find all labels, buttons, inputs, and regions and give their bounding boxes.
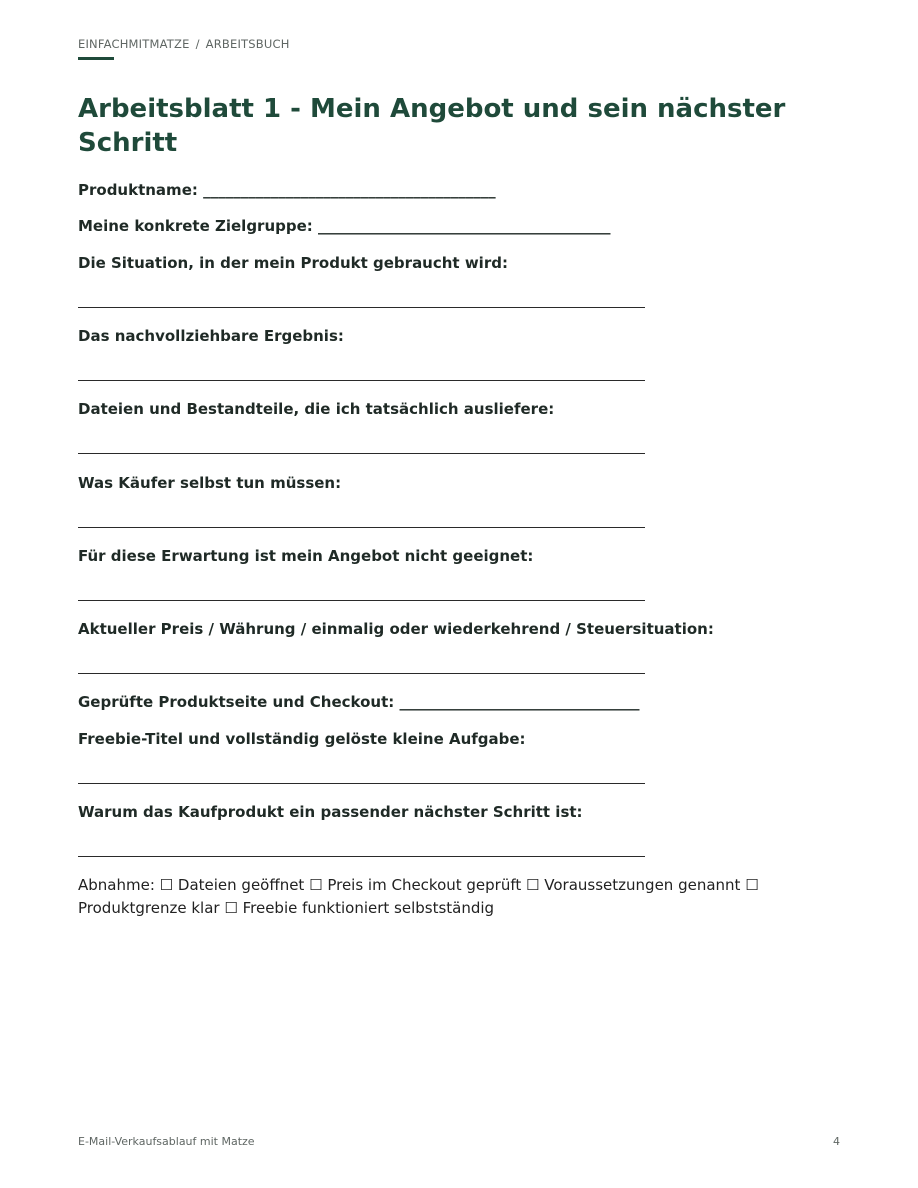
field-produktname — [78, 180, 496, 200]
breadcrumb — [78, 37, 290, 51]
page-number: 4 — [833, 1135, 840, 1148]
checklist-item-label: Voraussetzungen genannt — [544, 876, 741, 894]
acceptance-checklist — [78, 874, 838, 920]
field-dateien-label: Dateien und Bestandteile, die ich tatsächlich ausliefere: — [78, 400, 555, 418]
field-freebie-label: Freebie-Titel und vollständig gelöste kleine Aufgabe: — [78, 730, 526, 748]
field-label: Geprüfte Produktseite und Checkout: — [78, 693, 395, 711]
answer-line-warum[interactable] — [78, 856, 645, 857]
checklist-item-label: Dateien geöffnet — [177, 876, 305, 894]
breadcrumb-item-brand: EINFACHMITMATZE — [78, 37, 190, 51]
checklist-item[interactable] — [224, 899, 494, 917]
checkbox-icon[interactable]: ☐ — [159, 876, 174, 894]
field-erwartung-label: Für diese Erwartung ist mein Angebot nicht geeignet: — [78, 547, 534, 565]
acceptance-label: Abnahme: — [78, 876, 155, 894]
field-situation-label: Die Situation, in der mein Produkt gebraucht wird: — [78, 254, 508, 272]
answer-line-dateien[interactable] — [78, 453, 645, 454]
accent-rule — [78, 57, 114, 60]
answer-line-ergebnis[interactable] — [78, 380, 645, 381]
checklist-item[interactable] — [309, 876, 521, 894]
field-produktseite — [78, 692, 640, 712]
page-title: Arbeitsblatt 1 - Mein Angebot und sein nächster Schritt — [78, 94, 786, 158]
checklist-item[interactable] — [160, 876, 305, 894]
answer-line-kaeufer[interactable] — [78, 527, 645, 528]
field-warum-label: Warum das Kaufprodukt ein passender nächster Schritt ist: — [78, 803, 583, 821]
checklist-item-label: Preis im Checkout geprüft — [327, 876, 522, 894]
checklist-item[interactable] — [526, 876, 740, 894]
checkbox-icon[interactable]: ☐ — [309, 876, 323, 894]
breadcrumb-item-section: ARBEITSBUCH — [205, 37, 290, 51]
checklist-item-label: Freebie funktioniert selbstständig — [242, 899, 495, 917]
fill-in-blank[interactable]: _______________________________________ — [203, 181, 496, 199]
answer-line-freebie[interactable] — [78, 783, 645, 784]
fill-in-blank[interactable]: _______________________________________ — [318, 217, 611, 235]
field-preis-label: Aktueller Preis / Währung / einmalig oder wiederkehrend / Steuersituation: — [78, 620, 714, 638]
field-ergebnis-label: Das nachvollziehbare Ergebnis: — [78, 327, 344, 345]
field-label: Produktname: — [78, 181, 198, 199]
answer-line-situation[interactable] — [78, 307, 645, 308]
footer-title: E-Mail-Verkaufsablauf mit Matze — [78, 1135, 255, 1148]
checkbox-icon[interactable]: ☐ — [745, 876, 759, 894]
checklist-item-label: Produktgrenze klar — [78, 899, 220, 917]
answer-line-erwartung[interactable] — [78, 600, 645, 601]
checkbox-icon[interactable]: ☐ — [224, 899, 238, 917]
checkbox-icon[interactable]: ☐ — [526, 876, 540, 894]
answer-line-preis[interactable] — [78, 673, 645, 674]
field-zielgruppe — [78, 216, 611, 236]
breadcrumb-separator: / — [195, 37, 200, 51]
field-kaeufer-label: Was Käufer selbst tun müssen: — [78, 474, 342, 492]
fill-in-blank[interactable]: ________________________________ — [399, 693, 640, 711]
field-label: Meine konkrete Zielgruppe: — [78, 217, 313, 235]
